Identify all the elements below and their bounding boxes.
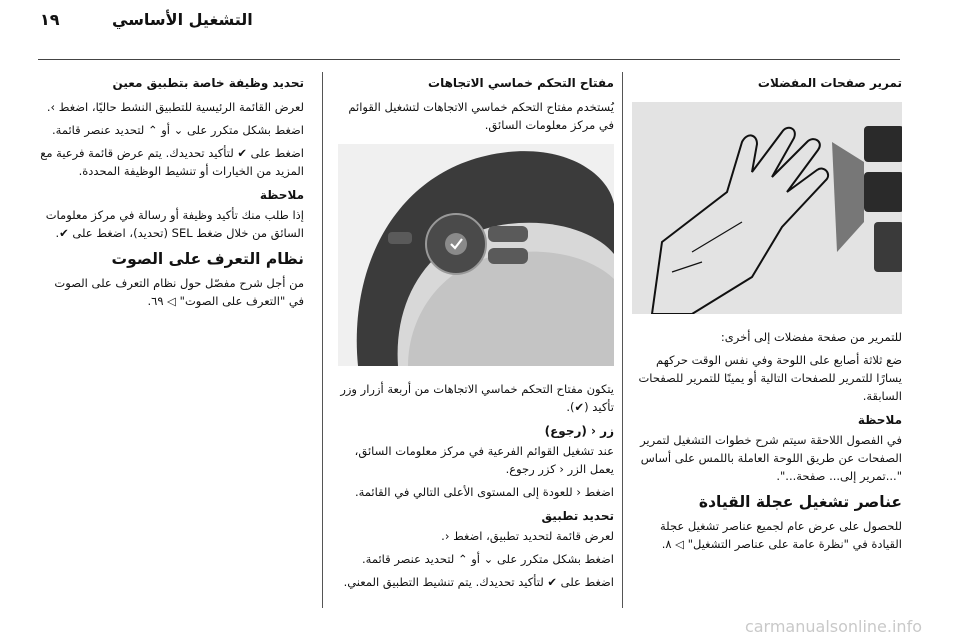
paragraph: لعرض قائمة لتحديد تطبيق، اضغط ‹. — [441, 529, 614, 543]
paragraph: للحصول على عرض عام لجميع عناصر تشغيل عجلة القيادة في "نظرة عامة على عناصر التشغيل" ◁ ٨. — [660, 519, 902, 551]
paragraph: عند تشغيل القوائم الفرعية في مركز معلومات السائق، يعمل الزر ‹ كزر رجوع. — [354, 444, 614, 476]
paragraph: ضع ثلاثة أصابع على اللوحة وفي نفس الوقت حركهم يسارًا للتمرير للصفحات التالية أو يمينًا للتمرير للصفحات السابقة. — [638, 353, 902, 403]
column-divider — [322, 72, 323, 608]
touchpad-gesture-illustration — [632, 102, 902, 314]
column-five-way-switch — [338, 74, 614, 596]
column-app-functions — [38, 74, 304, 315]
paragraph: يُستخدم مفتاح التحكم خماسي الاتجاهات لتشغيل القوائم في مركز معلومات السائق. — [348, 100, 614, 132]
section-heading: مفتاح التحكم خماسي الاتجاهات — [428, 76, 614, 90]
steering-wheel-illustration — [338, 144, 614, 366]
paragraph: لعرض القائمة الرئيسية للتطبيق النشط حاليًا، اضغط ›. — [46, 100, 304, 114]
hand-swipe-icon — [632, 102, 902, 314]
paragraph: اضغط ‹ للعودة إلى المستوى الأعلى التالي في القائمة. — [354, 485, 614, 499]
paragraph: اضغط بشكل متكرر على ⌄ أو ⌃ لتحديد عنصر قائمة. — [362, 552, 614, 566]
section-heading: تمرير صفحات المفضلات — [757, 76, 902, 90]
paragraph: اضغط بشكل متكرر على ⌄ أو ⌃ لتحديد عنصر قائمة. — [52, 123, 304, 137]
paragraph: من أجل شرح مفصّل حول نظام التعرف على الصوت في "التعرف على الصوت" ◁ ٦٩. — [54, 276, 304, 308]
section-heading: عناصر تشغيل عجلة القيادة — [698, 493, 902, 511]
note-heading: ملاحظة — [259, 188, 304, 202]
chapter-title: التشغيل الأساسي — [112, 10, 253, 29]
paragraph: يتكون مفتاح التحكم خماسي الاتجاهات من أربعة أزرار وزر تأكيد (✔). — [340, 382, 614, 414]
section-heading: نظام التعرف على الصوت — [111, 250, 304, 268]
note-heading: ملاحظة — [857, 413, 902, 427]
section-heading: تحديد وظيفة خاصة بتطبيق معين — [112, 76, 304, 90]
sub-heading: زر ‹ (رجوع) — [544, 424, 614, 438]
page-number: ١٩ — [40, 10, 60, 29]
page-header — [0, 0, 960, 62]
note-text: إذا طلب منك تأكيد وظيفة أو رسالة في مركز معلومات السائق من خلال ضغط SEL (تحديد)، اضغط على ✔. — [45, 208, 304, 240]
column-divider — [622, 72, 623, 608]
paragraph: للتمرير من صفحة مفضلات إلى أخرى: — [720, 330, 902, 344]
sub-heading: تحديد تطبيق — [541, 509, 614, 523]
paragraph: اضغط على ✔ لتأكيد تحديدك. يتم عرض قائمة فرعية مع المزيد من الخيارات أو تنشيط الوظيفة المحددة. — [40, 146, 304, 178]
header-rule — [38, 59, 900, 60]
paragraph: اضغط على ✔ لتأكيد تحديدك. يتم تنشيط التطبيق المعني. — [343, 575, 614, 589]
column-favourites — [632, 74, 902, 558]
steering-wheel-icon — [338, 144, 614, 366]
watermark: carmanualsonline.info — [744, 617, 922, 636]
note-text: في الفصول اللاحقة سيتم شرح خطوات التشغيل لتمرير الصفحات عن طريق اللوحة العاملة باللمس على أساس "...تمرير إلى... صفحة...". — [640, 433, 902, 483]
